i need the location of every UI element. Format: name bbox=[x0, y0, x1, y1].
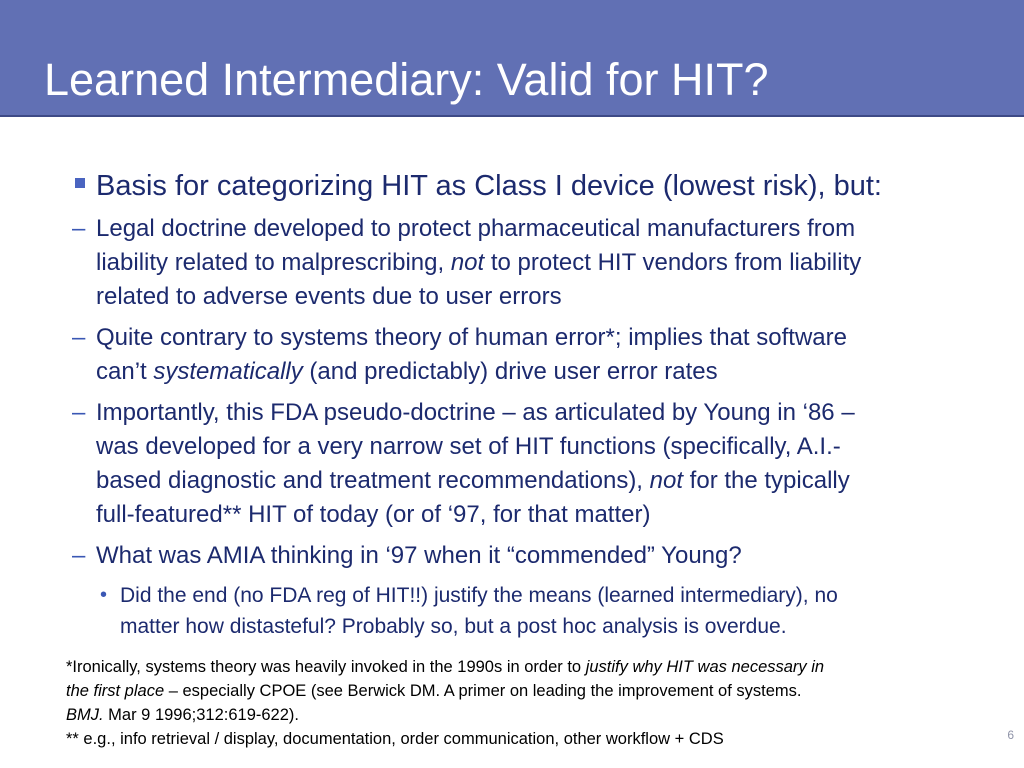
dash-bullet-icon: – bbox=[72, 399, 86, 426]
footnote-1-line-3 bbox=[66, 705, 299, 725]
sub-bullet-1-line-1: Legal doctrine developed to protect pharmaceutical manufacturers from bbox=[96, 215, 856, 242]
footnote-2: ** e.g., info retrieval / display, documentation, order communication, other workflow + CDS bbox=[66, 730, 724, 748]
bullet-main: Basis for categorizing HIT as Class I device (lowest risk), but: bbox=[96, 170, 882, 202]
sub-bullet-2-emphasis: systematically bbox=[153, 358, 303, 385]
sub-bullet-2-text-b: (and predictably) drive user error rates bbox=[302, 358, 718, 385]
sub-bullet-2-line-1: Quite contrary to systems theory of human error*; implies that software bbox=[96, 324, 847, 351]
footnote-1-emphasis-2: the first place bbox=[66, 682, 165, 700]
dash-bullet-icon: – bbox=[72, 215, 86, 242]
sub-bullet-2-text-a: can’t bbox=[96, 358, 154, 385]
sub-bullet-1-line-3: related to adverse events due to user errors bbox=[96, 283, 562, 310]
sub-bullet-1-emphasis: not bbox=[450, 249, 485, 276]
sub-bullet-3-text-a: based diagnostic and treatment recommendations), bbox=[96, 467, 650, 494]
sub-bullet-3-line-1: Importantly, this FDA pseudo-doctrine – as articulated by Young in ‘86 – bbox=[96, 399, 855, 426]
square-bullet-icon bbox=[75, 178, 85, 188]
footnote-1-emphasis: justify why HIT was necessary in bbox=[585, 658, 825, 676]
sub-bullet-1-line-2 bbox=[96, 249, 861, 277]
sub-bullet-2-line-2 bbox=[96, 358, 718, 386]
sub-bullet-3-line-4: full-featured** HIT of today (or of ‘97, for that matter) bbox=[96, 501, 651, 528]
slide-title: Learned Intermediary: Valid for HIT? bbox=[44, 54, 769, 105]
title-bar bbox=[0, 0, 1024, 117]
dash-bullet-icon: – bbox=[72, 324, 86, 351]
dot-bullet-icon: • bbox=[100, 584, 108, 606]
sub-bullet-1-text-b: to protect HIT vendors from liability bbox=[484, 249, 862, 276]
footnote-1-line-2 bbox=[66, 681, 801, 701]
sub-bullet-4-line-1: What was AMIA thinking in ‘97 when it “commended” Young? bbox=[96, 542, 742, 569]
sub-bullet-3-line-3 bbox=[96, 467, 850, 495]
sub-sub-bullet-line-2: matter how distasteful? Probably so, but a post hoc analysis is overdue. bbox=[120, 615, 787, 638]
sub-bullet-3-emphasis: not bbox=[649, 467, 684, 494]
sub-bullet-3-line-2: was developed for a very narrow set of HIT functions (specifically, A.I.- bbox=[96, 433, 841, 460]
footnote-1-text-a: *Ironically, systems theory was heavily invoked in the 1990s in order to bbox=[66, 658, 586, 676]
footnote-1-citation: Mar 9 1996;312:619-622). bbox=[103, 706, 299, 724]
footnote-1-line-1 bbox=[66, 657, 824, 677]
footnote-1-text-b: – especially CPOE (see Berwick DM. A primer on leading the improvement of systems. bbox=[164, 682, 802, 700]
dash-bullet-icon: – bbox=[72, 542, 86, 569]
sub-bullet-3-text-b: for the typically bbox=[683, 467, 850, 494]
sub-bullet-1-text-a: liability related to malprescribing, bbox=[96, 249, 451, 276]
page-number: 6 bbox=[1007, 728, 1014, 742]
footnote-1-journal: BMJ. bbox=[66, 706, 104, 724]
sub-sub-bullet-line-1: Did the end (no FDA reg of HIT!!) justify the means (learned intermediary), no bbox=[120, 584, 838, 607]
